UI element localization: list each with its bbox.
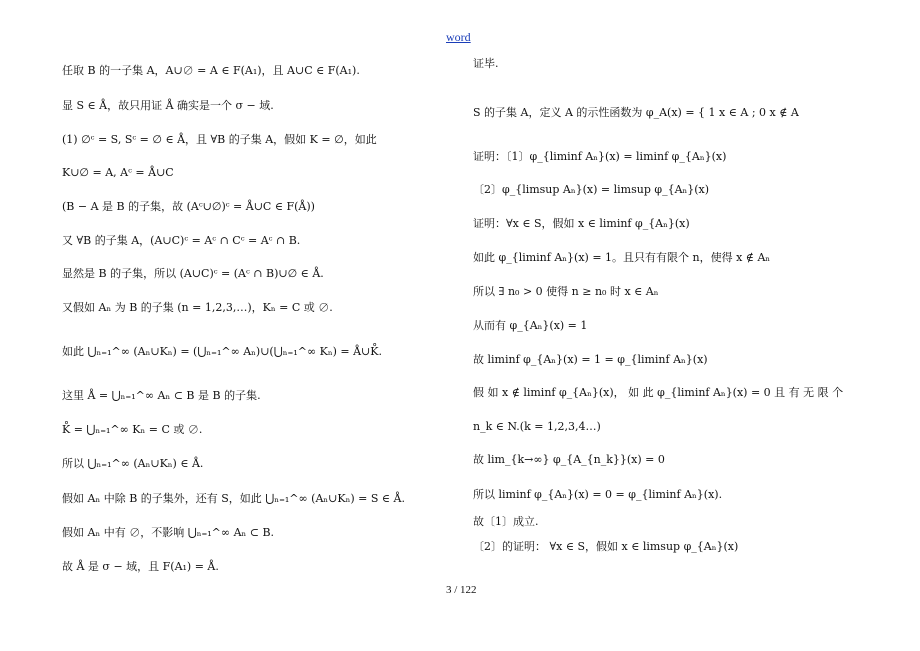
- right-line-13: 所以 liminf φ_{Aₙ}(x) = 0 = φ_{liminf Aₙ}(x).: [473, 488, 723, 501]
- left-line-12: 所以 ⋃ₙ₌₁^∞ (Aₙ∪Kₙ) ∈ Å.: [62, 457, 204, 470]
- left-line-4: K∪∅ = A, Aᶜ = Å∪C: [62, 166, 174, 179]
- right-line-9: 故 liminf φ_{Aₙ}(x) = 1 = φ_{liminf Aₙ}(x): [473, 353, 708, 366]
- header-word-link[interactable]: word: [446, 30, 471, 44]
- left-line-1: 任取 B 的一子集 A，A∪∅ = A ∈ F(A₁)，且 A∪C ∈ F(A₁).: [62, 64, 360, 77]
- left-line-9: 如此 ⋃ₙ₌₁^∞ (Aₙ∪Kₙ) = (⋃ₙ₌₁^∞ Aₙ)∪(⋃ₙ₌₁^∞ Kₙ) = Å∪K̊.: [62, 345, 382, 358]
- right-line-14: 故〔1〕成立.: [473, 515, 539, 528]
- right-line-1: 证毕.: [473, 57, 499, 70]
- right-line-2: S 的子集 A，定义 A 的示性函数为 φ_A(x) = { 1 x ∈ A ; 0 x ∉ A: [473, 106, 799, 119]
- left-line-5: (B − A 是 B 的子集，故 (Aᶜ∪∅)ᶜ = Å∪C ∈ F(Å)): [62, 200, 315, 213]
- left-line-11: K̊ = ⋃ₙ₌₁^∞ Kₙ = C 或 ∅.: [62, 423, 203, 436]
- right-line-8: 从而有 φ_{Aₙ}(x) = 1: [473, 319, 588, 332]
- left-line-13: 假如 Aₙ 中除 B 的子集外，还有 S，如此 ⋃ₙ₌₁^∞ (Aₙ∪Kₙ) = S ∈ Å.: [62, 492, 405, 505]
- right-line-6: 如此 φ_{liminf Aₙ}(x) = 1。且只有有限个 n，使得 x ∉ Aₙ: [473, 251, 771, 264]
- right-line-4: 〔2〕φ_{limsup Aₙ}(x) = limsup φ_{Aₙ}(x): [473, 183, 710, 196]
- left-line-8: 又假如 Aₙ 为 B 的子集 (n = 1,2,3,…)，Kₙ = C 或 ∅.: [62, 301, 333, 314]
- right-line-7: 所以 ∃ n₀ > 0 使得 n ≥ n₀ 时 x ∈ Aₙ: [473, 285, 659, 298]
- left-line-7: 显然是 B 的子集，所以 (A∪C)ᶜ = (Aᶜ ∩ B)∪∅ ∈ Å.: [62, 267, 324, 280]
- right-line-11: n_k ∈ N.(k = 1,2,3,4…): [473, 420, 601, 433]
- left-line-6: 又 ∀B 的子集 A，(A∪C)ᶜ = Aᶜ ∩ Cᶜ = Aᶜ ∩ B.: [62, 234, 301, 247]
- right-line-15: 〔2〕的证明： ∀x ∈ S，假如 x ∈ limsup φ_{Aₙ}(x): [473, 540, 739, 553]
- left-line-2: 显 S ∈ Å，故只用证 Å 确实是一个 σ − 域.: [62, 99, 274, 112]
- right-line-12: 故 lim_{k→∞} φ_{A_{n_k}}(x) = 0: [473, 453, 665, 466]
- left-line-14: 假如 Aₙ 中有 ∅，不影响 ⋃ₙ₌₁^∞ Aₙ ⊂ B.: [62, 526, 275, 539]
- left-line-10: 这里 Å = ⋃ₙ₌₁^∞ Aₙ ⊂ B 是 B 的子集.: [62, 389, 261, 402]
- left-line-15: 故 Å 是 σ − 域，且 F(A₁) = Å.: [62, 560, 219, 573]
- page-number: 3 / 122: [446, 584, 477, 596]
- right-line-10: 假 如 x ∉ liminf φ_{Aₙ}(x)， 如 此 φ_{liminf Aₙ}(x) = 0 且 有 无 限 个: [473, 386, 844, 399]
- left-line-3: (1) ∅ᶜ = S, Sᶜ = ∅ ∈ Å，且 ∀B 的子集 A，假如 K = ∅，如此: [62, 133, 377, 146]
- right-line-3: 证明：〔1〕φ_{liminf Aₙ}(x) = liminf φ_{Aₙ}(x): [473, 150, 727, 163]
- right-line-5: 证明：∀x ∈ S，假如 x ∈ liminf φ_{Aₙ}(x): [473, 217, 690, 230]
